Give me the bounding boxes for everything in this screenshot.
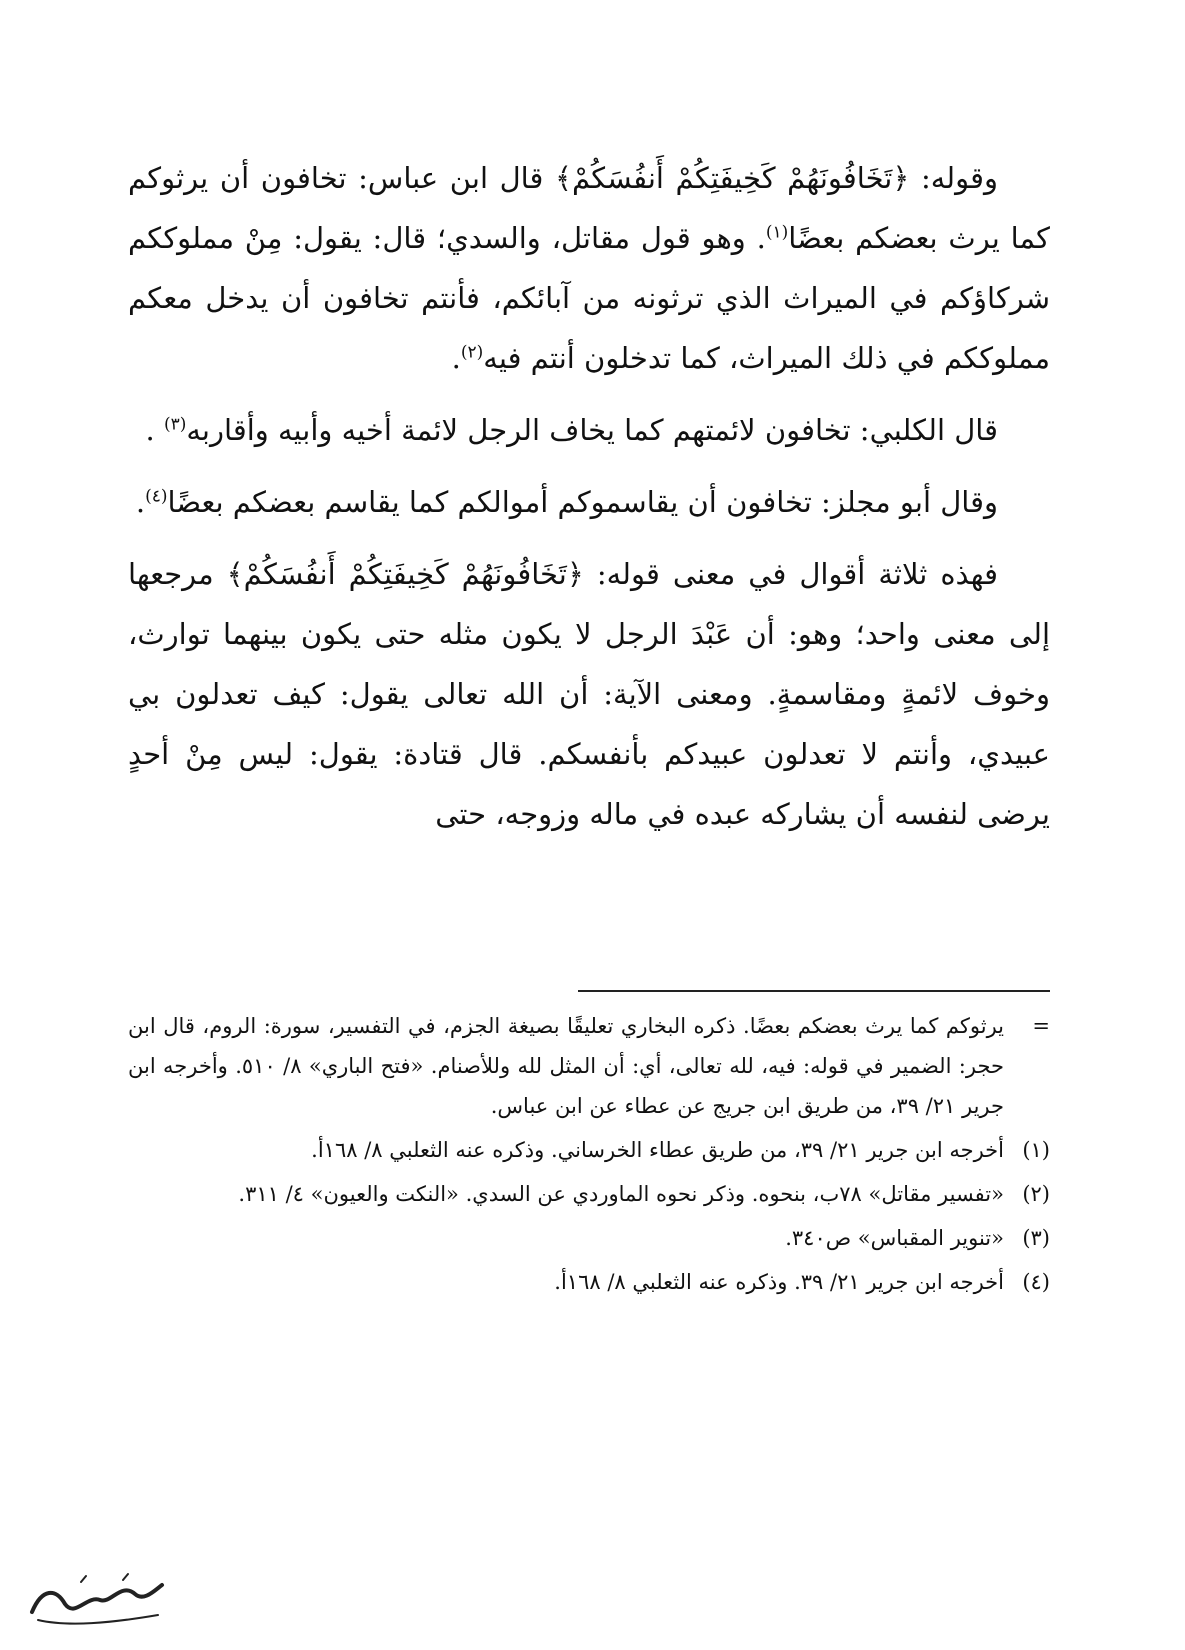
footnote-1 bbox=[128, 1130, 1050, 1170]
footnote-ref-3: (٣) bbox=[163, 414, 187, 435]
footnote-3 bbox=[128, 1218, 1050, 1258]
almostahim-logo bbox=[20, 1570, 170, 1630]
paragraph-3 bbox=[128, 472, 1050, 532]
footnote-number: (٢) bbox=[1022, 1182, 1050, 1206]
logo-calligraphy-stroke bbox=[32, 1585, 162, 1612]
footnote-ref-2: (٢) bbox=[460, 342, 484, 363]
footnote-number: (١) bbox=[1022, 1138, 1050, 1162]
paragraph-1-ibn-abbas: قال ابن عباس: تخافون أن يرثوكم كما يرث بعضكم بعضًا bbox=[128, 161, 1050, 255]
paragraph-1-end: . bbox=[451, 341, 461, 375]
paragraph-4-body: مرجعها إلى معنى واحد؛ وهو: أن عَبْدَ الرجل لا يكون مثله حتى يكون بينهما توارث، وخوف لائمةٍ ومقاسمةٍ. ومعنى الآية: أن الله تعالى يقول: كيف تعدلون بي عبيدي، وأنتم لا تعدلون عبيدكم بأنفسكم. قال قتادة: يقول: ليس مِنْ أحدٍ يرضى لنفسه أن يشاركه عبده في ماله وزوجه، حتى bbox=[128, 557, 1050, 831]
paragraph-2 bbox=[128, 400, 1050, 460]
footnote-ref-1: (١) bbox=[765, 222, 789, 243]
logo-calligraphy-stroke bbox=[81, 1574, 128, 1582]
paragraph-2-text: قال الكلبي: تخافون لائمتهم كما يخاف الرجل لائمة أخيه وأبيه وأقاربه bbox=[186, 413, 998, 447]
footnote-number: (٣) bbox=[1022, 1226, 1050, 1250]
main-text bbox=[128, 148, 1050, 844]
quran-verse-repeat: ﴿تَخَافُونَهُمْ كَخِيفَتِكُمْ أَنفُسَكُمْ﴾ bbox=[226, 557, 584, 591]
paragraph-1-intro: وقوله: bbox=[909, 161, 998, 195]
paragraph-3-end: . bbox=[135, 485, 146, 519]
paragraph-1-muqatil: . وهو قول مقاتل، والسدي؛ قال: يقول: مِنْ مملوككم شركاؤكم في الميراث الذي ترثونه من آبائكم، فأنتم تخافون أن يدخل معكم مملوككم في ذلك الميراث، كما تدخلون أنتم فيه bbox=[128, 221, 1050, 375]
paragraph-2-end: . bbox=[145, 413, 164, 447]
logo-calligraphy-stroke bbox=[38, 1615, 158, 1624]
footnote-continuation bbox=[128, 1006, 1050, 1126]
paragraph-4-intro: فهذه ثلاثة أقوال في معنى قوله: bbox=[583, 557, 998, 591]
footnote-text: «تفسير مقاتل» ٧٨ب، بنحوه. وذكر نحوه الماوردي عن السدي. «النكت والعيون» ٤/ ٣١١. bbox=[238, 1182, 1004, 1206]
footnote-text: يرثوكم كما يرث بعضكم بعضًا. ذكره البخاري تعليقًا بصيغة الجزم، في التفسير، سورة: الروم، قال ابن حجر: الضمير في قوله: فيه، لله تعالى، أي: أن المثل لله وللأصنام. «فتح الباري» ٨/ ٥١٠. وأخرجه ابن جرير ٢١/ ٣٩، من طريق ابن جريج عن عطاء عن ابن عباس. bbox=[128, 1014, 1004, 1118]
paragraph-1 bbox=[128, 148, 1050, 388]
quran-verse: ﴿تَخَافُونَهُمْ كَخِيفَتِكُمْ أَنفُسَكُمْ﴾ bbox=[554, 161, 910, 195]
paragraph-3-text: وقال أبو مجلز: تخافون أن يقاسموكم أموالكم كما يقاسم بعضكم بعضًا bbox=[167, 485, 998, 519]
footnotes bbox=[128, 1006, 1050, 1306]
footnote-text: أخرجه ابن جرير ٢١/ ٣٩. وذكره عنه الثعلبي ٨/ ١٦٨أ. bbox=[554, 1270, 1004, 1294]
footnote-text: أخرجه ابن جرير ٢١/ ٣٩، من طريق عطاء الخرساني. وذكره عنه الثعلبي ٨/ ١٦٨أ. bbox=[311, 1138, 1004, 1162]
footnote-4 bbox=[128, 1262, 1050, 1302]
footnote-marker: = bbox=[1032, 1014, 1050, 1038]
paragraph-4 bbox=[128, 544, 1050, 844]
footnote-separator bbox=[578, 990, 1050, 992]
footnote-ref-4: (٤) bbox=[145, 486, 168, 507]
footnote-text: «تنوير المقباس» ص٣٤٠. bbox=[785, 1226, 1004, 1250]
footnote-number: (٤) bbox=[1022, 1270, 1050, 1294]
footnote-2 bbox=[128, 1174, 1050, 1214]
